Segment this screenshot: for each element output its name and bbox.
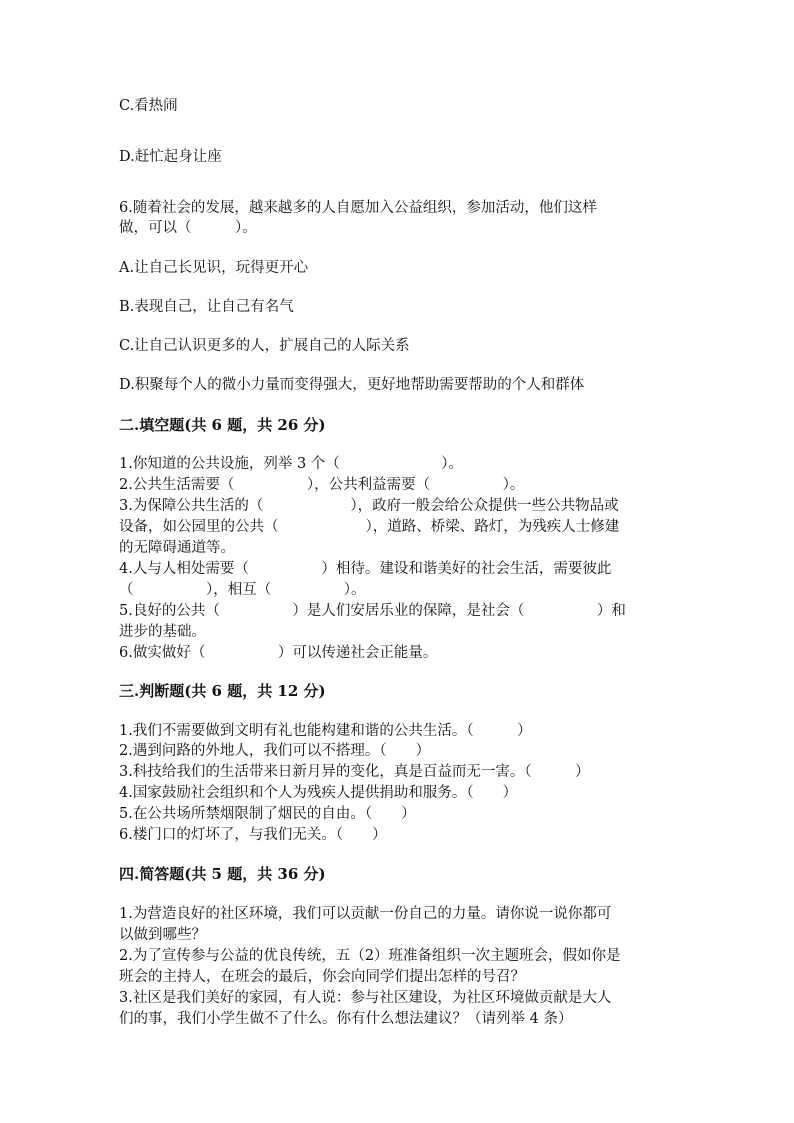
q6-stem-line-1: 6.随着社会的发展，越来越多的人自愿加入公益组织，参加活动，他们这样 [119, 200, 597, 216]
section3-line: 5.在公共场所禁烟限制了烟民的自由。（ ） [119, 806, 416, 822]
section4-line: 1.为营造良好的社区环境，我们可以贡献一份自己的力量。请你说一说你都可 [119, 906, 612, 922]
section3-line: 6.楼门口的灯坏了，与我们无关。（ ） [119, 827, 387, 843]
section2-line: 的无障碍通道等。 [119, 540, 235, 556]
q6-stem-line-2: 做，可以（ ）。 [119, 220, 257, 236]
section2-line: （ ），相互（ ）。 [119, 582, 366, 598]
q6-option-c: C.让自己认识更多的人，扩展自己的人际关系 [119, 338, 410, 354]
section2-line: 2.公共生活需要（ ），公共利益需要（ ）。 [119, 477, 525, 493]
section2-line: 6.做实做好（ ）可以传递社会正能量。 [119, 645, 438, 661]
section2-line: 5.良好的公共（ ）是人们安居乐业的保障，是社会（ ）和 [119, 603, 626, 619]
section4-line: 班会的主持人，在班会的最后，你会向同学们提出怎样的号召？ [119, 969, 525, 985]
section3-line: 4.国家鼓励社会组织和个人为残疾人提供捐助和服务。（ ） [119, 785, 518, 801]
q6-option-d: D.积聚每个人的微小力量而变得强大，更好地帮助需要帮助的个人和群体 [119, 377, 585, 393]
section4-line: 们的事，我们小学生做不了什么。你有什么想法建议？（请列举 4 条） [119, 1011, 573, 1027]
section2-line: 1.你知道的公共设施，列举 3 个（ ）。 [119, 456, 464, 472]
q5-option-c: C.看热闹 [119, 98, 178, 114]
q6-option-a: A.让自己长见识，玩得更开心 [119, 260, 309, 276]
section3-line: 3.科技给我们的生活带来日新月异的变化，真是百益而无一害。（ ） [119, 764, 590, 780]
section2-line: 3.为保障公共生活的（ ），政府一般会给公众提供一些公共物品或 [119, 498, 619, 514]
section2-line: 4.人与人相处需要（ ）相待。建设和谐美好的社会生活，需要彼此 [119, 561, 612, 577]
q6-option-b: B.表现自己，让自己有名气 [119, 299, 294, 315]
section4-line: 2.为了宣传参与公益的优良传统，五（2）班准备组织一次主题班会，假如你是 [119, 948, 621, 964]
section3-heading: 三.判断题(共 6 题，共 12 分) [119, 682, 326, 700]
section3-line: 1.我们不需要做到文明有礼也能构建和谐的公共生活。（ ） [119, 723, 532, 739]
section4-line: 3.社区是我们美好的家园，有人说：参与社区建设，为社区环境做贡献是大人 [119, 990, 612, 1006]
section2-heading: 二.填空题(共 6 题，共 26 分) [119, 416, 326, 434]
section2-line: 进步的基础。 [119, 624, 206, 640]
q5-option-d: D.赶忙起身让座 [119, 149, 222, 165]
section4-heading: 四.简答题(共 5 题，共 36 分) [119, 865, 326, 883]
section3-line: 2.遇到问路的外地人，我们可以不搭理。（ ） [119, 743, 431, 759]
section2-line: 设备，如公园里的公共（ ），道路、桥梁、路灯，为残疾人士修建 [119, 519, 620, 535]
section4-line: 以做到哪些？ [119, 927, 206, 943]
